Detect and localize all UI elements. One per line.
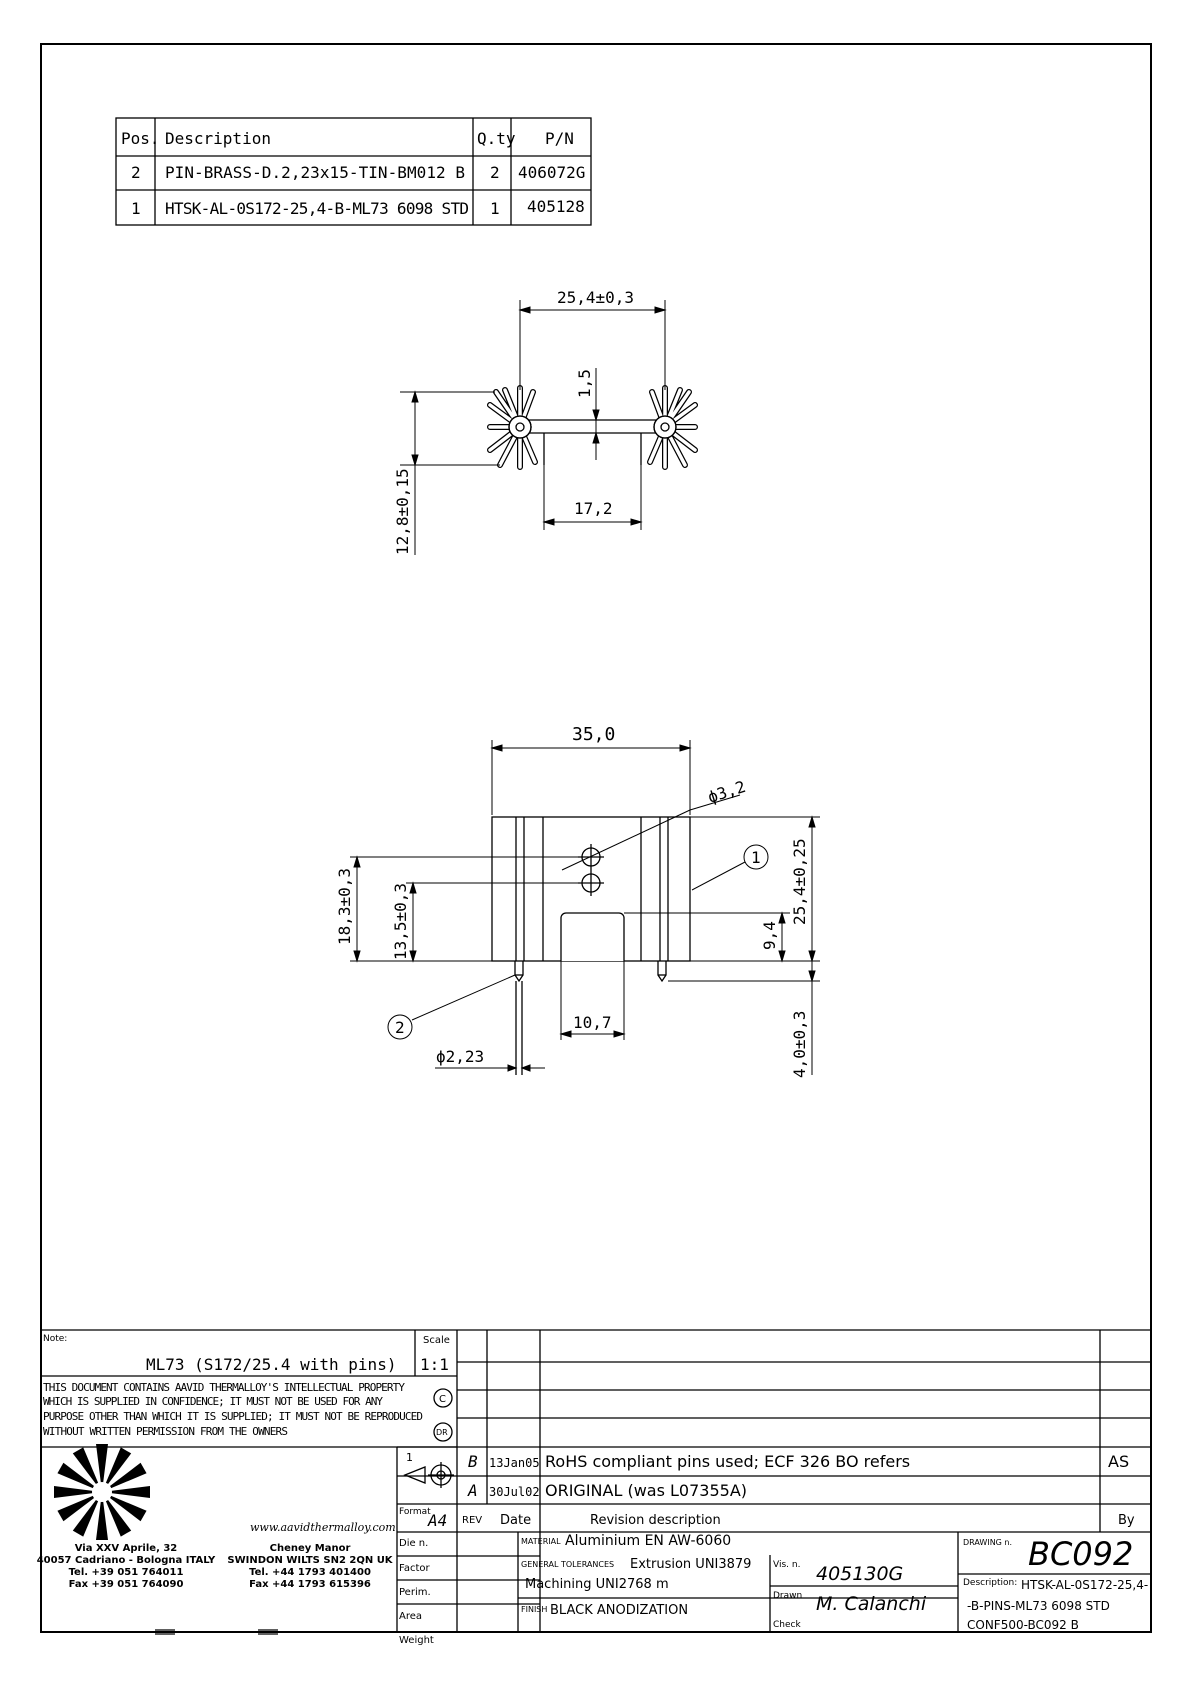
description-label: Description: (963, 1578, 1018, 1588)
revision-date: 30Jul02 (489, 1485, 540, 1499)
bom-header-description: Description (165, 129, 271, 148)
dim-hole-diameter: ϕ3,2 (705, 776, 748, 807)
dr-mark: DR (436, 1428, 448, 1437)
address-uk-line: Tel. +44 1793 401400 (249, 1567, 371, 1578)
drawing-number: BC092 (1028, 1535, 1134, 1573)
dim-top-height: 12,8±0,15 (393, 468, 412, 555)
dim-front-height: 25,4±0,25 (790, 838, 809, 925)
balloon-1: 1 (751, 848, 761, 867)
vis-value: 405130G (816, 1563, 904, 1585)
copyright-mark: C (439, 1394, 446, 1405)
note-label: Note: (43, 1334, 68, 1344)
rev-label: REV (462, 1515, 483, 1526)
revision-desc: RoHS compliant pins used; ECF 326 BO refers (545, 1452, 911, 1471)
description-line: -B-PINS-ML73 6098 STD (967, 1599, 1110, 1613)
bom-row-description: PIN-BRASS-D.2,23x15-TIN-BM012 B (165, 163, 465, 182)
ip-notice-line: PURPOSE OTHER THAN WHICH IT IS SUPPLIED; IT MUST NOT BE REPRODUCED (43, 1410, 424, 1423)
revision-date: 13Jan05 (489, 1456, 540, 1470)
ip-notice-line: WHICH IS SUPPLIED IN CONFIDENCE; IT MUST NOT BE USED FOR ANY (43, 1395, 384, 1408)
by-label: By (1118, 1513, 1135, 1528)
tolerances-extrusion: Extrusion UNI3879 (630, 1557, 752, 1572)
configuration-code: CONF500-BC092 B (967, 1618, 1079, 1632)
bom-row-qty: 2 (490, 163, 500, 182)
factor-label: Factor (399, 1563, 430, 1574)
dim-top-width: 25,4±0,3 (557, 288, 635, 307)
bom-header-pos: Pos. (121, 129, 160, 148)
front-view-body (492, 817, 690, 1075)
dim-front-width: 35,0 (572, 724, 616, 745)
format-value: A4 (428, 1511, 448, 1530)
dim-pin-length: 4,0±0,3 (790, 1010, 809, 1078)
revision-rev: B (468, 1452, 478, 1471)
perim-label: Perim. (399, 1587, 431, 1598)
description-line: HTSK-AL-0S172-25,4- (1021, 1578, 1149, 1592)
revision-description-label: Revision description (590, 1513, 721, 1528)
bom-header-qty: Q.ty (477, 129, 516, 148)
tolerances-machining: Machining UNI2768 m (525, 1577, 669, 1592)
dim-slot-width: 10,7 (573, 1013, 612, 1032)
die-label: Die n. (399, 1538, 429, 1549)
website: www.aavidthermalloy.com (250, 1521, 396, 1534)
top-view-dimensions (400, 300, 665, 555)
bom-row-pos: 1 (131, 199, 141, 218)
projection-number: 1 (406, 1451, 413, 1464)
note-text: ML73 (S172/25.4 with pins) (146, 1355, 397, 1374)
material-value: Aluminium EN AW-6060 (565, 1533, 732, 1549)
drawing-number-label: DRAWING n. (963, 1538, 1013, 1547)
top-view-profile (490, 388, 695, 467)
weight-label: Weight (399, 1635, 434, 1646)
revision-desc: ORIGINAL (was L07355A) (545, 1481, 748, 1500)
address-uk-line: SWINDON WILTS SN2 2QN UK (227, 1555, 393, 1566)
finish-label: FINISH (521, 1605, 548, 1614)
balloon-2: 2 (395, 1018, 405, 1037)
bom-row-pn: 406072G (518, 163, 586, 182)
format-label: Format (399, 1507, 431, 1517)
tolerances-label: GENERAL TOLERANCES (521, 1560, 615, 1569)
address-uk-line: Cheney Manor (269, 1543, 351, 1554)
drawn-value: M. Calanchi (816, 1593, 927, 1615)
dim-pin-diameter: ϕ2,23 (436, 1047, 485, 1066)
dim-slot-depth: 9,4 (760, 921, 779, 950)
aavid-logo (54, 1444, 150, 1540)
address-uk-line: Fax +44 1793 615396 (249, 1579, 371, 1590)
bom-row-pn: 405128 (527, 197, 585, 216)
address-italy-line: 40057 Cadriano - Bologna ITALY (36, 1555, 216, 1566)
revision-rev: A (468, 1481, 478, 1500)
drawn-label: Drawn (773, 1591, 803, 1601)
dim-hole2-position: 13,5±0,3 (391, 882, 410, 960)
dim-top-thickness: 1,5 (575, 369, 594, 398)
bom-header-pn: P/N (545, 129, 574, 148)
bom-row-description: HTSK-AL-0S172-25,4-B-ML73 6098 STD (165, 199, 469, 218)
address-italy-line: Via XXV Aprile, 32 (74, 1543, 178, 1554)
ip-notice-line: WITHOUT WRITTEN PERMISSION FROM THE OWNERS (43, 1425, 288, 1438)
material-label: MATERIAL (521, 1537, 561, 1546)
bom-row-pos: 2 (131, 163, 141, 182)
scale-value: 1:1 (420, 1355, 449, 1374)
area-label: Area (399, 1611, 423, 1622)
bom-row-qty: 1 (490, 199, 500, 218)
vis-label: Vis. n. (773, 1560, 801, 1570)
ip-notice-line: THIS DOCUMENT CONTAINS AAVID THERMALLOY'S INTELLECTUAL PROPERTY (43, 1381, 405, 1394)
address-italy-line: Fax +39 051 764090 (68, 1579, 184, 1590)
revision-by: AS (1108, 1452, 1130, 1471)
scale-label: Scale (423, 1335, 450, 1346)
dim-top-inner: 17,2 (574, 499, 613, 518)
finish-value: BLACK ANODIZATION (550, 1603, 689, 1618)
dim-hole1-position: 18,3±0,3 (335, 867, 354, 945)
check-label: Check (773, 1620, 801, 1630)
date-label: Date (500, 1513, 532, 1528)
address-italy-line: Tel. +39 051 764011 (68, 1567, 184, 1578)
